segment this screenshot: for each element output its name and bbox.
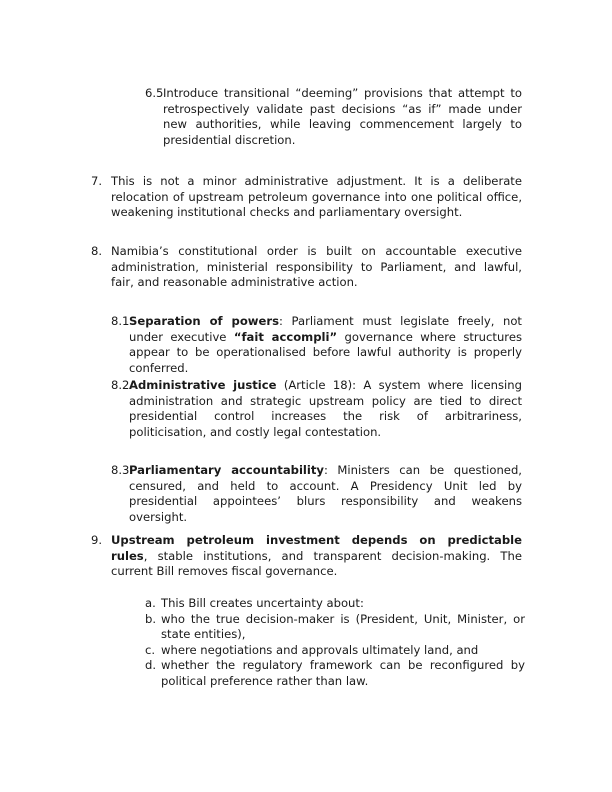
item-text [129,463,522,525]
item-text [111,533,522,580]
item-text [129,314,522,376]
bold-term: Administrative justice [129,378,277,392]
item-text [111,174,522,221]
paragraph [129,314,522,376]
item-number: 8.3 [111,463,130,477]
paragraph [129,378,522,440]
bold-term: “fait accompli” [233,329,338,344]
list-label: b. [145,611,157,626]
item-number: 6.5 [145,86,164,100]
list-item [145,596,525,612]
item-number: 8.2 [111,378,130,392]
paragraph: Introduce transitional “deeming” provisions that attempt to retrospectively validate past decisions “as if” made under new authorities, while leaving commencement largely to presidential discretion. [163,86,522,147]
list-label: a. [145,596,156,610]
text-span: : Parliament must legislate freely, not under executive [129,314,522,344]
item-text [129,378,522,440]
bold-term: Parliamentary accountability [129,463,324,477]
list-text: This Bill creates uncertainty about: [161,596,364,610]
item-text [111,244,522,291]
paragraph [129,463,522,525]
item-text [163,86,522,148]
list-text: who the true decision-maker is (President, Unit, Minister, or state entities), [161,611,525,642]
item-number: 8.1 [111,314,130,328]
list-item [145,643,525,659]
item-number: 9. [91,533,103,547]
paragraph: This is not a minor administrative adjustment. It is a deliberate relocation of upstream petroleum governance into one political office, weakening institutional checks and parliamentary oversight. [111,174,522,220]
text-span: : Ministers can be questioned, censured, and held to account. A Presidency Unit led by presidential appointees’ blurs responsibility and weakens oversight. [129,463,522,524]
list-label: d. [145,658,157,673]
paragraph: Namibia’s constitutional order is built on accountable executive administration, ministerial responsibility to Parliament, and lawful, fair, and reasonable administrative action. [111,244,522,290]
item-number: 8. [91,244,103,258]
list-item [145,658,525,689]
text-span: (Article 18): A system where licensing administration and strategic upstream policy are tied to direct presidential control increases the risk of arbitrariness, politicisation, and costly legal contestation. [129,378,522,439]
item-number: 7. [91,174,103,188]
text-span: governance where structures appear to be operationalised before lawful authority is properly conferred. [129,329,522,375]
bold-term: Upstream petroleum investment depends on predictable rules [111,533,522,563]
list-item [145,612,525,643]
alpha-list [145,596,525,690]
list-label: c. [145,642,156,657]
bold-term: Separation of powers [129,314,279,328]
list-text: where negotiations and approvals ultimately land, and [161,642,479,657]
paragraph [111,533,522,580]
list-text: whether the regulatory framework can be reconfigured by political preference rather than law. [161,658,525,688]
text-span: , stable institutions, and transparent decision-making. The current Bill removes fiscal governance. [111,548,522,579]
